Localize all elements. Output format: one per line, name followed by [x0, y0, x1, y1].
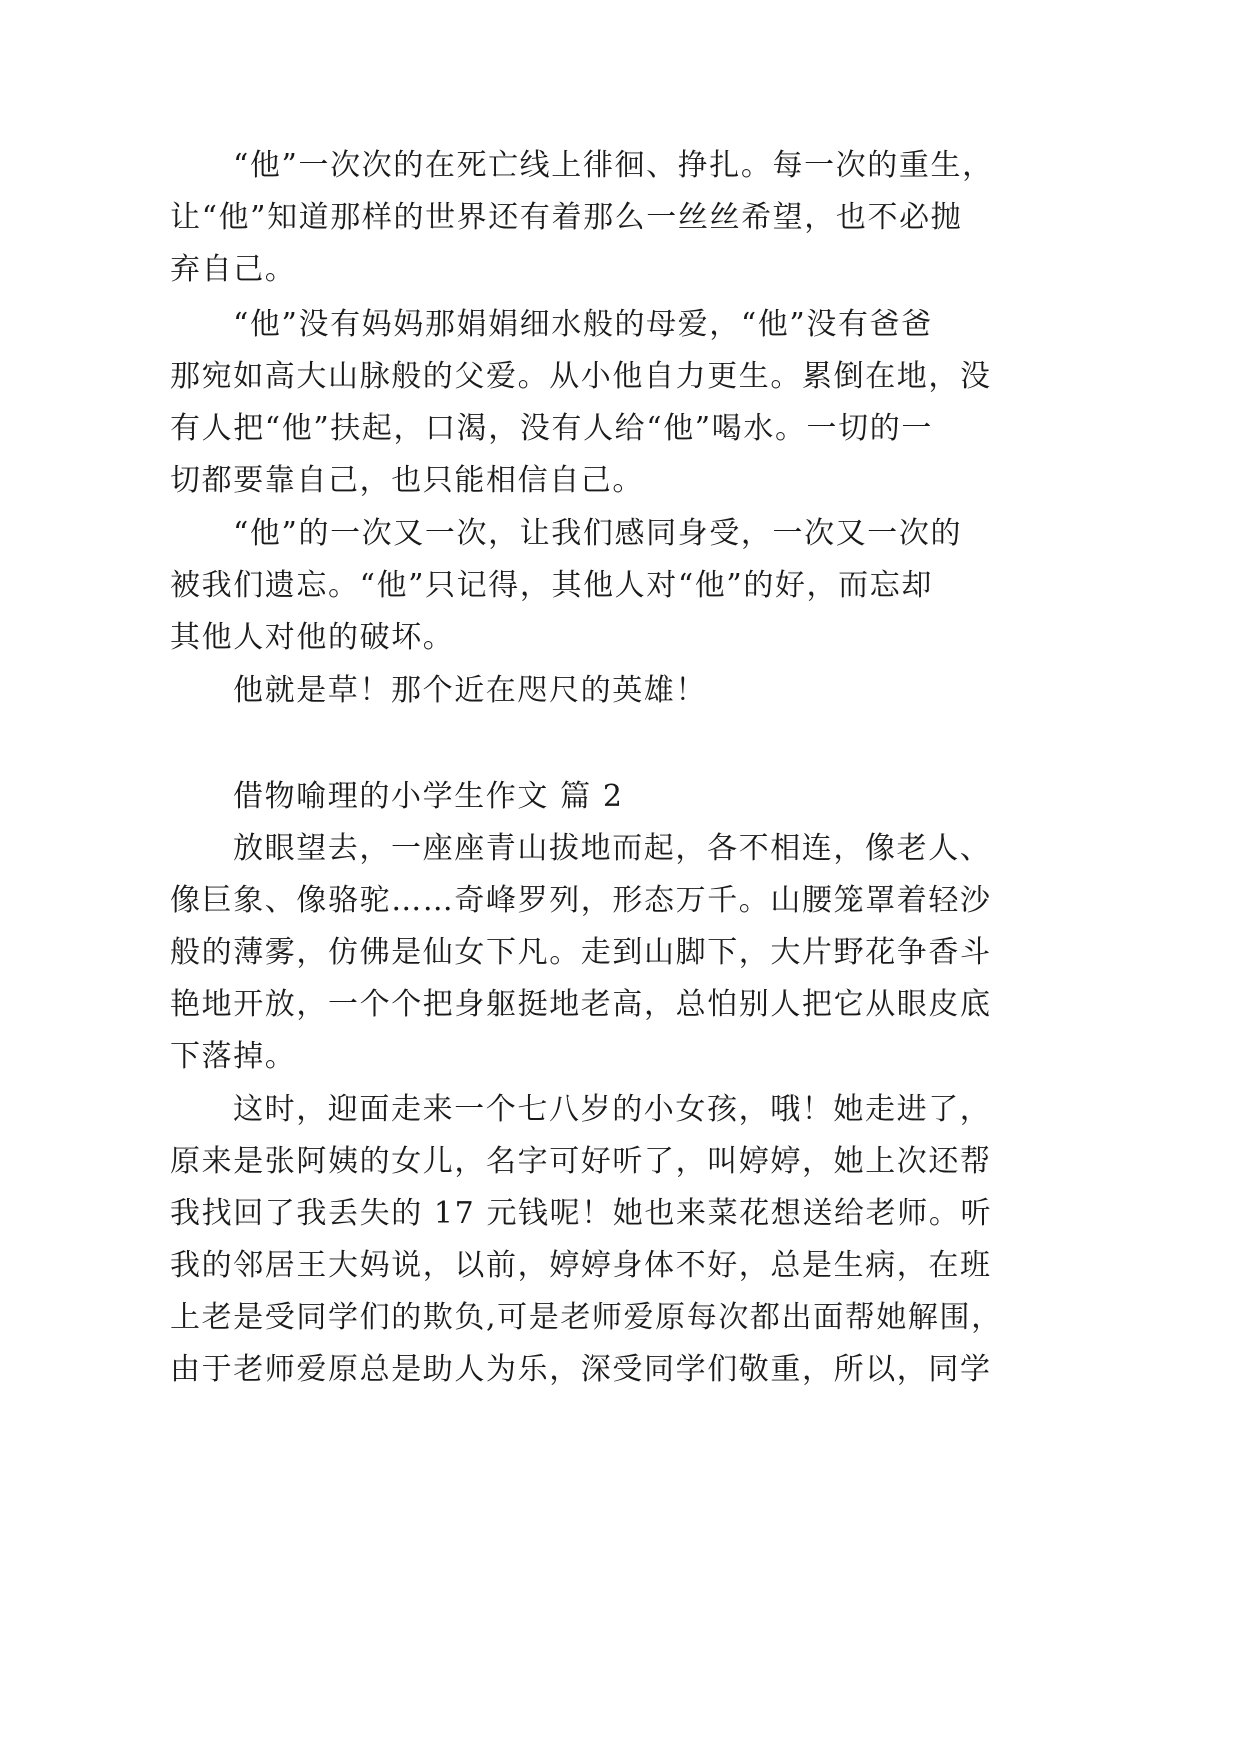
text-line: 原来是张阿姨的女儿，名字可好听了，叫婷婷，她上次还帮: [170, 1144, 992, 1179]
text-line: 这时，迎面走来一个七八岁的小女孩，哦！她走进了，: [233, 1092, 992, 1127]
text-line: 上老是受同学们的欺负,可是老师爱原每次都出面帮她解围，: [170, 1300, 1003, 1335]
text-line: 弃自己。: [170, 252, 297, 287]
text-line: 放眼望去，一座座青山拔地而起，各不相连，像老人、: [233, 831, 992, 866]
text-line: “他”一次次的在死亡线上徘徊、挣扎。每一次的重生，: [233, 148, 994, 183]
text-line: 般的薄雾，仿佛是仙女下凡。走到山脚下，大片野花争香斗: [170, 935, 992, 970]
text-line: “他”的一次又一次，让我们感同身受，一次又一次的: [233, 516, 963, 551]
text-line: “他”没有妈妈那娟娟细水般的母爱，“他”没有爸爸: [233, 307, 933, 342]
text-line: 有人把“他”扶起，口渴，没有人给“他”喝水。一切的一: [170, 411, 933, 446]
text-line: 那宛如高大山脉般的父爱。从小他自力更生。累倒在地，没: [170, 359, 992, 394]
text-line: 其他人对他的破坏。: [170, 620, 455, 655]
text-line: 他就是草！那个近在咫尺的英雄！: [233, 673, 707, 708]
text-line: 由于老师爱原总是助人为乐，深受同学们敬重，所以，同学: [170, 1352, 992, 1387]
text-line: 被我们遗忘。“他”只记得，其他人对“他”的好，而忘却: [170, 568, 933, 603]
text-line: 切都要靠自己，也只能相信自己。: [170, 463, 644, 498]
text-line: 像巨象、像骆驼……奇峰罗列，形态万千。山腰笼罩着轻沙: [170, 883, 992, 918]
section-heading: 借物喻理的小学生作文 篇 2: [233, 779, 624, 814]
text-line: 我找回了我丢失的 17 元钱呢！她也来菜花想送给老师。听: [170, 1196, 993, 1231]
text-line: 我的邻居王大妈说，以前，婷婷身体不好，总是生病，在班: [170, 1248, 992, 1283]
text-line: 下落掉。: [170, 1039, 297, 1074]
text-line: 艳地开放，一个个把身躯挺地老高，总怕别人把它从眼皮底: [170, 987, 992, 1022]
text-line: 让“他”知道那样的世界还有着那么一丝丝希望，也不必抛: [170, 200, 963, 235]
